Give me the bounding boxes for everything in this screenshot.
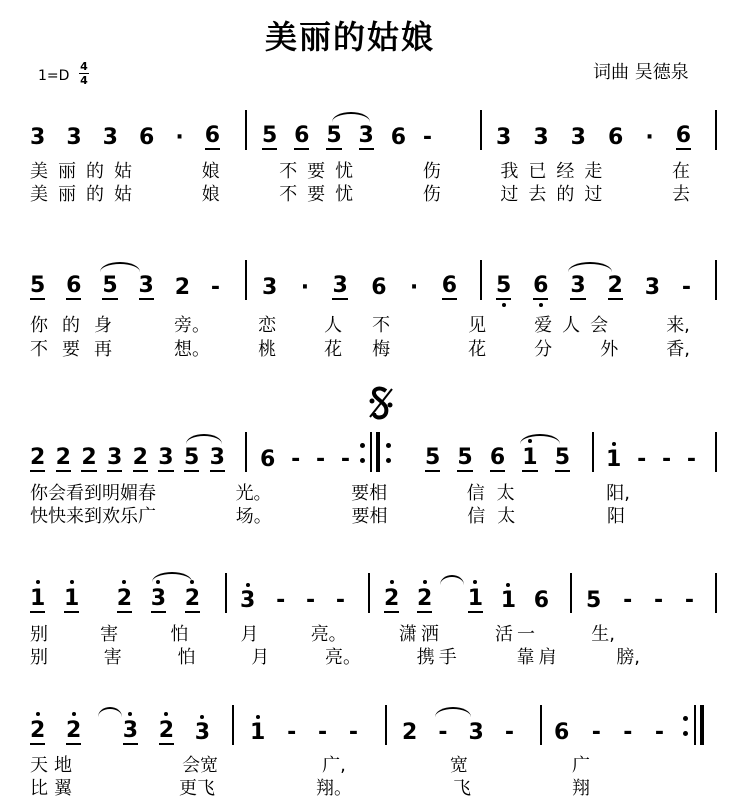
lyric-syllable: 信太 (467, 506, 528, 527)
dot: · (409, 275, 419, 300)
note: 2 (55, 445, 71, 470)
line2-measure2 (262, 260, 457, 300)
barline (715, 432, 717, 472)
note: 3 (332, 273, 348, 298)
lyric-syllable: 香, (666, 339, 690, 360)
note: 5 (425, 445, 441, 470)
barline (225, 573, 227, 613)
repeat-end-dots (683, 716, 688, 736)
lyric-syllable: 人不 (324, 315, 421, 336)
note: 6 (371, 275, 387, 300)
dash: - (210, 275, 220, 300)
lyric-syllable: 翔。 (316, 778, 352, 799)
lyric-syllable: 爱人会 (534, 315, 619, 336)
note: 2 (81, 445, 97, 470)
dash: - (317, 720, 328, 745)
line5-lyrics-verse1 (30, 756, 590, 776)
lyric-syllable: 宽 (449, 755, 468, 776)
line2-lyrics-verse2 (30, 340, 690, 360)
note: 3 (30, 125, 46, 150)
lyric-syllable: 怕 (170, 624, 189, 645)
lyric-syllable: 想。 (174, 339, 211, 360)
lyric-syllable: 阳 (607, 506, 625, 527)
note: 2 (116, 586, 132, 611)
lyric-syllable: 场。 (235, 506, 272, 527)
note: 1 (606, 447, 622, 472)
lyric-syllable: 怕 (177, 647, 196, 668)
note: 5 (262, 123, 278, 148)
note: 5 (102, 273, 118, 298)
line1-measure1 (30, 110, 220, 150)
note: 1 (30, 586, 46, 611)
note: 1 (250, 720, 266, 745)
dash: - (684, 588, 694, 613)
note: 6 (489, 445, 506, 470)
repeat-barline-thick (700, 705, 704, 745)
barline (245, 260, 247, 300)
lyric-syllable: 会宽 (182, 755, 219, 776)
note: 3 (468, 720, 484, 745)
note: 2 (66, 718, 82, 743)
lyric-syllable: 活一 (495, 624, 540, 645)
note: 6 (533, 588, 549, 613)
barline (368, 573, 370, 613)
note: 1 (467, 586, 483, 611)
lyric-syllable: 见 (468, 315, 487, 336)
lyric-syllable: 我已经走 (500, 161, 613, 182)
lyric-syllable: 花梅 (324, 339, 421, 360)
note: 5 (496, 273, 512, 298)
line5-measure4 (554, 705, 664, 745)
line5-lyrics-verse2 (30, 779, 590, 799)
dash: - (422, 125, 432, 150)
dash: - (438, 720, 448, 745)
note: 6 (533, 273, 549, 298)
lyric-syllable: 不要再 (30, 339, 126, 360)
lyric-syllable: 分 (534, 339, 553, 360)
lyric-syllable: 潇洒 (398, 624, 443, 645)
note: 2 (402, 720, 418, 745)
lyric-syllable: 光。 (235, 483, 272, 504)
line4-lyrics-verse1 (30, 625, 615, 645)
dash: - (591, 720, 601, 745)
note: 2 (30, 445, 46, 470)
dash: - (335, 588, 345, 613)
line4-measure3 (384, 573, 549, 613)
dash: - (637, 447, 647, 472)
note: 5 (183, 445, 200, 470)
repeat-barline-thick (376, 432, 380, 472)
line4-measure2 (240, 573, 345, 613)
note: 6 (554, 720, 570, 745)
key-signature: 1=D (38, 68, 70, 84)
barline (715, 573, 717, 613)
note: 3 (570, 273, 586, 298)
note: 6 (441, 273, 457, 298)
note: 3 (644, 275, 660, 300)
lyric-syllable: 亮。 (310, 624, 347, 645)
dash: - (661, 447, 672, 472)
lyric-syllable: 害 (100, 624, 119, 645)
lyric-syllable: 伤 (422, 184, 441, 205)
note: 6 (204, 123, 220, 148)
lyric-syllable: 天地 (30, 755, 78, 776)
dash: - (287, 720, 297, 745)
lyric-syllable: 伤 (422, 161, 441, 182)
note: 3 (66, 125, 82, 150)
note: 3 (194, 720, 210, 745)
note: 2 (132, 445, 148, 470)
lyric-syllable: 亮。 (325, 647, 361, 668)
dot: · (645, 125, 654, 150)
note: 2 (184, 586, 200, 611)
note: 2 (30, 718, 46, 743)
barline (232, 705, 234, 745)
lyric-syllable: 桃 (258, 339, 277, 360)
note: 6 (390, 125, 406, 150)
note: 2 (417, 586, 433, 611)
dot: · (300, 275, 310, 300)
line4-lyrics-verse2 (30, 648, 640, 668)
line1-measure3 (496, 110, 691, 150)
barline (715, 110, 717, 150)
lyric-syllable: 信太 (466, 483, 527, 504)
note: 3 (240, 588, 256, 613)
dash: - (340, 447, 350, 472)
note: 5 (586, 588, 602, 613)
lyric-syllable: 花 (468, 339, 487, 360)
lyric-syllable: 你会看到明媚春 (30, 483, 156, 504)
dash: - (291, 447, 301, 472)
line3-lyrics-verse1 (30, 484, 630, 504)
lyric-syllable: 你的身 (30, 315, 126, 336)
line3-measure2 (260, 432, 350, 472)
barline (245, 110, 247, 150)
note: 1 (500, 588, 516, 613)
time-signature (78, 60, 90, 87)
dash: - (623, 588, 633, 613)
note: 2 (158, 718, 174, 743)
barline (540, 705, 542, 745)
lyric-syllable: 旁。 (174, 315, 211, 336)
dash: - (276, 588, 286, 613)
dash: - (686, 447, 696, 472)
lyric-syllable: 娘 (201, 184, 220, 205)
lyric-syllable: 生, (591, 624, 615, 645)
note: 2 (384, 586, 400, 611)
lyric-syllable: 膀, (616, 647, 640, 668)
barline (715, 260, 717, 300)
dot: · (175, 125, 184, 150)
lyric-syllable: 娘 (201, 161, 220, 182)
note: 6 (260, 447, 276, 472)
barline (570, 573, 572, 613)
lyric-syllable: 携手 (416, 647, 461, 668)
lyric-syllable: 恋 (258, 315, 277, 336)
note: 3 (158, 445, 174, 470)
barline (370, 432, 372, 472)
dash: - (315, 447, 326, 472)
note: 5 (326, 123, 342, 148)
lyric-syllable: 外 (600, 339, 619, 360)
lyric-syllable: 去 (671, 184, 690, 205)
time-signature-bottom: 4 (80, 74, 88, 87)
dash: - (623, 720, 633, 745)
lyric-syllable: 不要忧 (279, 161, 364, 182)
note: 2 (174, 275, 190, 300)
line1-lyrics-verse1 (30, 162, 690, 182)
note: 3 (106, 445, 123, 470)
note: 3 (150, 586, 166, 611)
lyric-syllable: 不要忧 (279, 184, 364, 205)
note: 3 (570, 125, 586, 150)
lyric-syllable: 别 (30, 624, 48, 645)
note: 5 (554, 445, 570, 470)
barline (480, 110, 482, 150)
lyric-syllable: 阳, (606, 483, 630, 504)
lyric-syllable: 月 (240, 624, 259, 645)
dash: - (348, 720, 358, 745)
dash: - (654, 720, 664, 745)
credits: 词曲 吴德泉 (593, 62, 689, 83)
repeat-end-dots (360, 443, 365, 463)
lyric-syllable: 快快来到欢乐广 (30, 506, 156, 527)
lyric-syllable: 靠肩 (516, 647, 561, 668)
lyric-syllable: 在 (671, 161, 690, 182)
line1-lyrics-verse2 (30, 185, 690, 205)
lyric-syllable: 更飞 (179, 778, 215, 799)
note: 3 (358, 123, 374, 148)
note: 3 (102, 125, 118, 150)
lyric-syllable: 美丽的姑 (30, 161, 142, 182)
note: 2 (607, 273, 623, 298)
lyric-syllable: 要相 (351, 483, 388, 504)
note: 3 (533, 125, 549, 150)
song-title: 美丽的姑娘 (264, 18, 435, 56)
lyric-syllable: 要相 (351, 506, 388, 527)
lyric-syllable: 翔 (572, 778, 590, 799)
line5-measure2 (250, 705, 358, 745)
lyric-syllable: 过去的过 (500, 184, 613, 205)
time-signature-top: 4 (80, 60, 88, 73)
note: 6 (66, 273, 82, 298)
note: 3 (122, 718, 138, 743)
barline (694, 705, 696, 745)
note: 5 (30, 273, 46, 298)
line3-measure4 (606, 432, 696, 472)
barline (592, 432, 594, 472)
note: 6 (138, 125, 155, 150)
dash: - (305, 588, 316, 613)
barline (480, 260, 482, 300)
note: 6 (294, 123, 310, 148)
note: 6 (675, 123, 691, 148)
dash: - (653, 588, 664, 613)
note: 1 (64, 586, 80, 611)
lyric-syllable: 广, (322, 755, 346, 776)
lyric-syllable: 来, (666, 315, 690, 336)
barline (245, 432, 247, 472)
note: 3 (496, 125, 512, 150)
dash: - (504, 720, 514, 745)
note: 5 (457, 445, 473, 470)
lyric-syllable: 广 (571, 755, 590, 776)
lyric-syllable: 美丽的姑 (30, 184, 142, 205)
note: 3 (262, 275, 278, 300)
lyric-syllable: 害 (103, 647, 122, 668)
lyric-syllable: 别 (30, 647, 48, 668)
note: 3 (138, 273, 154, 298)
line4-measure4 (586, 573, 694, 613)
segno-icon (366, 383, 396, 423)
lyric-syllable: 比翼 (30, 778, 78, 799)
note: 6 (607, 125, 624, 150)
note: 3 (209, 445, 225, 470)
line3-lyrics-verse2 (30, 507, 625, 527)
dash: - (681, 275, 691, 300)
lyric-syllable: 飞 (453, 778, 471, 799)
line2-lyrics-verse1 (30, 316, 690, 336)
repeat-start-dots (386, 443, 391, 463)
lyric-syllable: 月 (251, 647, 270, 668)
barline (385, 705, 387, 745)
note: 1 (522, 445, 538, 470)
